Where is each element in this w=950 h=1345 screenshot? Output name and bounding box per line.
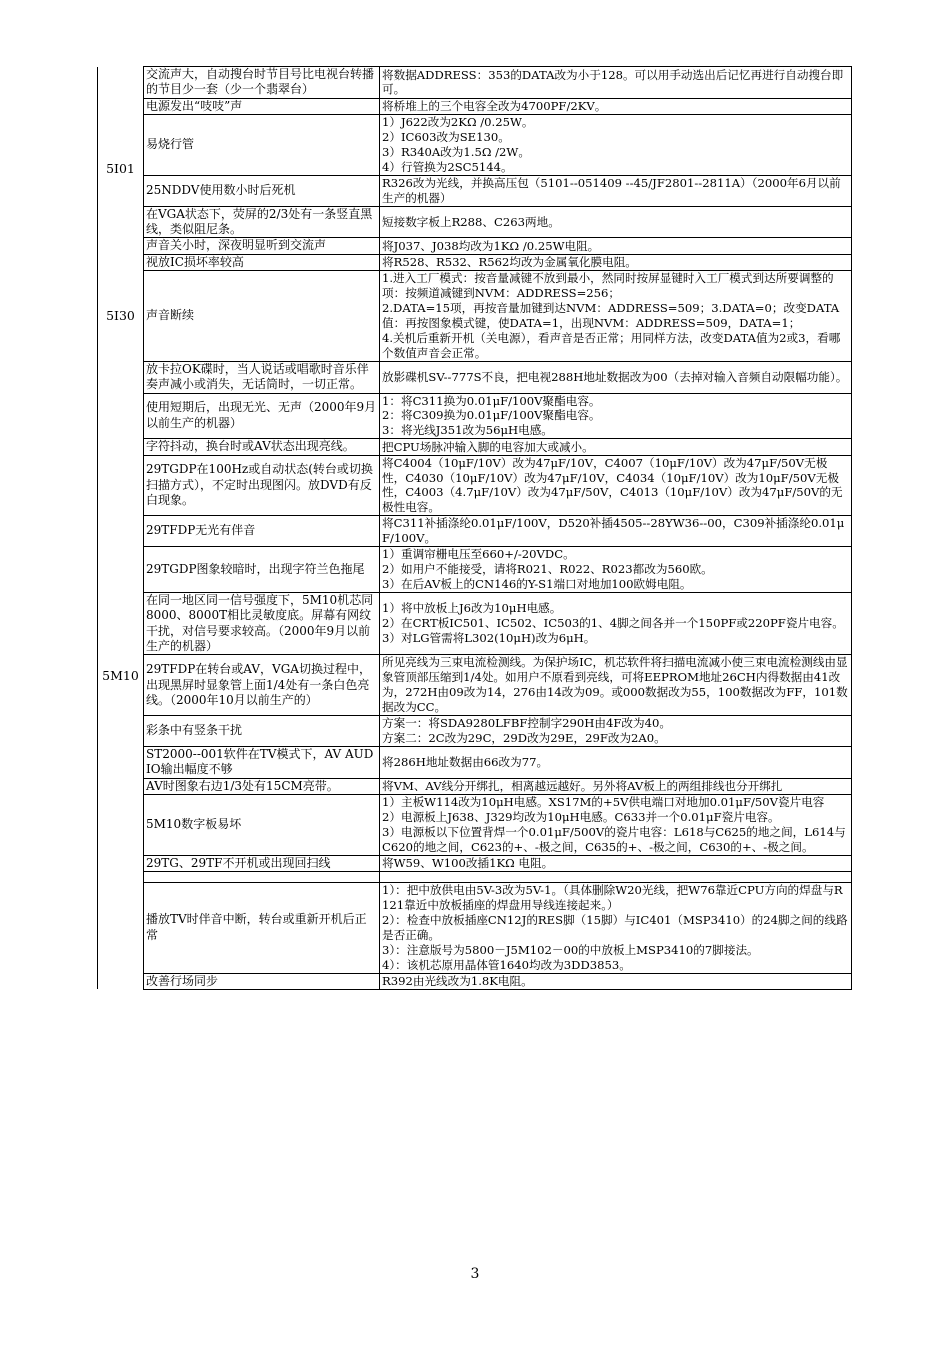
problem-cell <box>144 872 380 883</box>
model-cell: 5I30 <box>98 271 144 361</box>
problem-cell: 在VGA状态下，荧屏的2/3处有一条竖直黑线，类似阻尼条。 <box>144 206 380 238</box>
table-row <box>98 547 852 593</box>
solution-cell <box>380 973 852 989</box>
solution-cell <box>380 746 852 778</box>
solution-cell <box>380 206 852 238</box>
table-row <box>98 455 852 516</box>
table-row <box>98 795 852 856</box>
table-row <box>98 778 852 794</box>
problem-cell: 29TGDP图象较暗时，出现字符兰色拖尾 <box>144 547 380 593</box>
table-row <box>98 746 852 778</box>
table-row <box>98 206 852 238</box>
table-row <box>98 592 852 655</box>
problem-cell: 29TG、29TF不开机或出现回扫线 <box>144 855 380 871</box>
solution-line: 2）IC603改为SE130。 <box>382 130 510 145</box>
model-cell: 5I01 <box>98 67 144 271</box>
solution-line: 3：将光线J351改为56μH电感。 <box>382 423 553 438</box>
table-row <box>98 254 852 270</box>
problem-cell: AV时图象右边1/3处有15CM亮带。 <box>144 778 380 794</box>
solution-cell <box>380 271 852 361</box>
model-cell: 5M10 <box>98 361 144 989</box>
problem-cell: 在同一地区同一信号强度下，5M10机芯同8000、8000T相比灵敏度底。屏幕有网纹干扰，对信号要求较高。（2000年9月以前生产的机器） <box>144 592 380 655</box>
solution-cell <box>380 516 852 547</box>
solution-line: 将C4004（10μF/10V）改为47μF/10V，C4007（10μF/10V）改为47μF/50V无极性，C4030（10μF/10V）改为47μF/10V，C4034（10μF/10V）改为10μF/50V无极性，C4003（4.7μF/10V）改为47μF/50V，C4013（10μF/10V）改为47μF/50V的无极性电容。 <box>382 455 843 515</box>
solution-cell <box>380 175 852 206</box>
solution-line: R326改为光线，并换高压包（5101--051409 --45/JF2801--2811A）（2000年6月以前生产的机器） <box>382 175 841 205</box>
problem-cell: 25NDDV使用数小时后死机 <box>144 175 380 206</box>
solution-cell <box>380 655 852 716</box>
solution-cell <box>380 393 852 439</box>
table-row <box>98 872 852 883</box>
problem-cell: 29TFDP在转台或AV，VGA切换过程中，出现黑屏时显象管上面1/4处有一条白色亮线。（2000年10月以前生产的） <box>144 655 380 716</box>
problem-cell: 声音关小时，深夜明显听到交流声 <box>144 238 380 254</box>
table-row <box>98 98 852 114</box>
solution-line: 放影碟机SV--777S不良，把电视288H地址数据改为00（去掉对输入音频自动限幅功能）。 <box>382 369 848 384</box>
problem-cell: 使用短期后，出现无光、无声（2000年9月以前生产的机器） <box>144 393 380 439</box>
solution-line: 2：将C309换为0.01μF/100V聚酯电容。 <box>382 408 601 423</box>
solution-line: 3）对LG管需将L302(10μH)改为6μH。 <box>382 631 596 646</box>
problem-cell: ST2000--001软件在TV模式下，AV AUDIO输出幅度不够 <box>144 746 380 778</box>
solution-cell <box>380 361 852 393</box>
problem-cell: 29TFDP无光有伴音 <box>144 516 380 547</box>
solution-line: 2）：检查中放板插座CN12J的RES脚（15脚）与IC401（MSP3410）的24脚之间的线路是否正确。 <box>382 912 848 942</box>
problem-cell: 交流声大，自动搜台时节目号比电视台转播的节目少一套（少一个翡翠台） <box>144 67 380 99</box>
solution-line: 将W59、W100改插1KΩ 电阻。 <box>382 855 554 870</box>
table-row <box>98 973 852 989</box>
table-row <box>98 115 852 176</box>
solution-line: 2）在CRT板IC501、IC502、IC503的1、4脚之间各并一个150PF或220PF瓷片电容。 <box>382 616 844 631</box>
solution-cell <box>380 238 852 254</box>
problem-cell: 放卡拉OK碟时，当人说话或唱歌时音乐伴奏声减小或消失，无话筒时，一切正常。 <box>144 361 380 393</box>
solution-cell <box>380 455 852 516</box>
solution-cell <box>380 855 852 871</box>
table-row <box>98 67 852 99</box>
solution-line: 方案二：2C改为29C，29D改为29E，29F改为2A0。 <box>382 730 666 745</box>
solution-line: 3）R340A改为1.5Ω /2W。 <box>382 145 530 160</box>
problem-cell: 29TGDP在100Hz或自动状态(转台或切换扫描方式），不定时出现图闪。放DVD有反白现象。 <box>144 455 380 516</box>
solution-cell <box>380 439 852 455</box>
solution-line: 2）如用户不能接受，请将R021、R022、R023都改为560欧。 <box>382 562 713 576</box>
table-row <box>98 439 852 455</box>
solution-cell <box>380 115 852 176</box>
solution-cell <box>380 883 852 973</box>
solution-line: 短接数字板上R288、C263两地。 <box>382 214 560 229</box>
table-row <box>98 883 852 973</box>
solution-cell <box>380 795 852 856</box>
problem-cell: 声音断续 <box>144 271 380 361</box>
solution-line: 4）行管换为2SC5144。 <box>382 159 513 174</box>
table-row <box>98 855 852 871</box>
problem-cell: 播放TV时伴音中断，转台或重新开机后正常 <box>144 883 380 973</box>
solution-line: 将C311补插涤纶0.01μF/100V，D520补插4505--28YW36--00，C309补插涤纶0.01μF/100V。 <box>382 516 845 546</box>
repair-table <box>97 66 852 990</box>
solution-line: 1.进入工厂模式：按音量减键不放到最小，然同时按屏显键时入工厂模式到达所要调整的项：按频道减键到NVM：ADDRESS=256； <box>382 271 834 301</box>
table-row <box>98 393 852 439</box>
solution-line: 将VM、AV线分开绑扎，相离越远越好。另外将AV板上的两组排线也分开绑扎 <box>382 778 783 793</box>
solution-line: 4.关机后重新开机（关电源），看声音是否正常；用同样方法，改变DATA值为2或3，看哪个数值声音会正常。 <box>382 330 841 360</box>
solution-line: 所见亮线为三束电流检测线。为保护场IC，机芯软件将扫描电流减小使三束电流检测线由显象管顶部压缩到1/4处。如用户不原看到亮线，可将EEPROM地址26CH内得数据由41改为，272H由09改为14，276由14改为09。或000数据改为55，100数据改为FF，101数据改为CC。 <box>382 655 848 715</box>
solution-cell <box>380 716 852 747</box>
solution-line: 将J037、J038均改为1KΩ /0.25W电阻。 <box>382 238 600 253</box>
solution-line: 1）将中放板上J6改为10μH电感。 <box>382 601 562 616</box>
table-row <box>98 271 852 361</box>
solution-cell <box>380 67 852 99</box>
solution-cell <box>380 254 852 270</box>
solution-cell <box>380 778 852 794</box>
table-row <box>98 716 852 747</box>
solution-line: 1：将C311换为0.01μF/100V聚酯电容。 <box>382 393 601 408</box>
solution-line: 1）：把中放供电由5V-3改为5V-1。（具体删除W20光线，把W76靠近CPU方向的焊盘与R121靠近中放板插座的焊盘用导线连接起来。） <box>382 883 843 913</box>
problem-cell: 5M10数字板易坏 <box>144 795 380 856</box>
table-row <box>98 238 852 254</box>
solution-line: 2）电源板上J638、J329均改为10μH电感。C633并一个0.01μF瓷片电容。 <box>382 810 780 824</box>
solution-line: 将286H地址数据由66改为77。 <box>382 754 549 769</box>
solution-line: 1）J622改为2KΩ /0.25W。 <box>382 115 534 130</box>
solution-cell <box>380 98 852 114</box>
table-row <box>98 361 852 393</box>
solution-line: 将数据ADDRESS：353的DATA改为小于128。可以用手动选出后记忆再进行自动搜台即可。 <box>382 67 844 97</box>
problem-cell: 电源发出“吱吱”声 <box>144 98 380 114</box>
solution-line: 3）在后AV板上的CN146的Y-S1端口对地加100欧姆电阻。 <box>382 576 692 591</box>
solution-line: 2.DATA=15项，再按音量加键到达NVM：ADDRESS=509；3.DATA=0；改变DATA值：再按图象模式键，使DATA=1，出现NVM：ADDRESS=509，DATA=1； <box>382 301 840 330</box>
solution-line: 方案一：将SDA9280LFBF控制字290H由4F改为40。 <box>382 716 671 731</box>
solution-line: 把CPU场脉冲输入脚的电容加大或减小。 <box>382 439 594 454</box>
solution-line: 4）：该机芯原用晶体管1640均改为3DD3853。 <box>382 957 631 972</box>
table-row <box>98 655 852 716</box>
problem-cell: 视放IC损坏率较高 <box>144 254 380 270</box>
page-number: 3 <box>470 1266 480 1282</box>
table-row <box>98 175 852 206</box>
solution-line: 将桥堆上的三个电容全改为4700PF/2KV。 <box>382 99 607 114</box>
solution-cell <box>380 547 852 593</box>
solution-line: 3）：注意版号为5800－J5M102－00的中放板上MSP3410的7脚接法。 <box>382 942 759 957</box>
solution-line: 1）主板W114改为10μH电感。XS17M的+5V供电端口对地加0.01μF/50V瓷片电容 <box>382 795 825 810</box>
solution-line: 1）重调帘栅电压至660+/-20VDC。 <box>382 547 575 562</box>
table-row <box>98 516 852 547</box>
solution-line: 3）电源板以下位置背焊一个0.01μF/500V的瓷片电容：L618与C625的地之间，L614与C620的地之间，C623的+、-极之间，C635的+、-极之间，C630的+、-极之间。 <box>382 824 846 854</box>
problem-cell: 字符抖动，换台时或AV状态出现亮线。 <box>144 439 380 455</box>
problem-cell: 彩条中有竖条干扰 <box>144 716 380 747</box>
solution-line: R392由光线改为1.8K电阻。 <box>382 973 533 988</box>
problem-cell: 改善行场同步 <box>144 973 380 989</box>
solution-cell <box>380 872 852 883</box>
solution-line: 将R528、R532、R562均改为金属氧化膜电阻。 <box>382 255 637 270</box>
solution-cell <box>380 592 852 655</box>
problem-cell: 易烧行管 <box>144 115 380 176</box>
